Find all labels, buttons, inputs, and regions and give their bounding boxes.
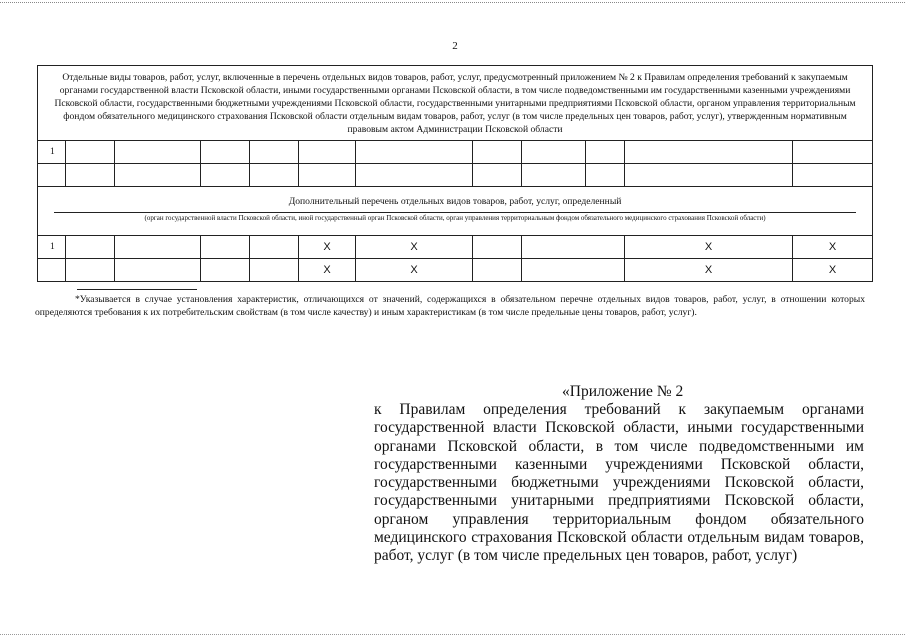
- table-cell: [38, 164, 66, 187]
- table-cell: [115, 164, 201, 187]
- page-number: 2: [452, 40, 458, 52]
- footnote-separator: [77, 289, 197, 290]
- table-cell: [299, 141, 356, 164]
- table-row: [38, 141, 873, 164]
- table-cell: [201, 259, 250, 282]
- table-cell: [201, 164, 250, 187]
- table-cell: [522, 236, 625, 259]
- table-cell: [522, 164, 586, 187]
- table-cell: [66, 164, 115, 187]
- section-caption: (орган государственной власти Псковской области, иной государственный орган Псковской области, орган управления территориальным фондом обязательного медицинского страхования Псковской области): [144, 214, 766, 222]
- table-cell: [115, 259, 201, 282]
- table-cell-x: X: [356, 236, 473, 259]
- table-cell: [250, 141, 299, 164]
- table-cell: [250, 164, 299, 187]
- footnote: *Указывается в случае установления характеристик, отличающихся от значений, содержащихся в обязательном перечне отдельных видов товаров, работ, услуг, в отношении которых определяются требования к их потребительским свойствам (в том числе качеству) и иным характеристикам (в том числе предельные цены товаров, работ, услуг).: [35, 294, 865, 318]
- table-row: [38, 164, 873, 187]
- table-cell: [201, 141, 250, 164]
- table-cell: [201, 236, 250, 259]
- table-cell-x: X: [299, 259, 356, 282]
- table-cell: [66, 141, 115, 164]
- table-header-text: Отдельные виды товаров, работ, услуг, включенные в перечень отдельных видов товаров, работ, услуг, предусмотренный приложением № 2 к Правилам определения требований к закупаемым органами государственной власти Псковской области, иными государственными органами Псковской области, в том числе подведомственными им государственными казенными учреждениями Псковской области, государственными бюджетными учреждениями Псковской области, государственными унитарными предприятиями Псковской области, органом управления территориальным фондом обязательного медицинского страхования Псковской области отдельным видам товаров, работ, услуг (в том числе предельных цен товаров, работ, услуг), утвержденным нормативным правовым актом Администрации Псковской области: [38, 66, 873, 141]
- appendix-title: «Приложение № 2: [562, 383, 684, 400]
- table-cell: [299, 164, 356, 187]
- table-cell: [66, 259, 115, 282]
- section-cell: [38, 187, 873, 236]
- table-cell-x: X: [625, 236, 793, 259]
- table-cell: [115, 236, 201, 259]
- table-cell: [522, 141, 586, 164]
- table-cell: [625, 164, 793, 187]
- table-cell: 1: [38, 141, 66, 164]
- table-cell: 1: [38, 236, 66, 259]
- table-cell: [793, 141, 873, 164]
- section-row: [38, 187, 873, 236]
- table-cell: [586, 141, 625, 164]
- table-cell: [522, 259, 625, 282]
- table-cell: [250, 259, 299, 282]
- table-cell: [356, 164, 473, 187]
- table-cell: [793, 164, 873, 187]
- table-cell: [66, 236, 115, 259]
- table-cell-x: X: [793, 236, 873, 259]
- table-cell-x: X: [793, 259, 873, 282]
- table-cell: [38, 259, 66, 282]
- table-row: [38, 259, 873, 282]
- table-cell: [473, 259, 522, 282]
- table-cell: [625, 141, 793, 164]
- table-cell-x: X: [356, 259, 473, 282]
- table-cell: [356, 141, 473, 164]
- table-cell: [250, 236, 299, 259]
- section-title: Дополнительный перечень отдельных видов товаров, работ, услуг, определенный: [288, 196, 622, 207]
- scan-edge-top: [0, 2, 905, 3]
- section-underline: [54, 212, 856, 213]
- scan-edge-bottom: [0, 634, 905, 635]
- requirements-table: [37, 65, 873, 282]
- table-cell-x: X: [625, 259, 793, 282]
- table-header-row: [38, 66, 873, 141]
- table-cell: [473, 141, 522, 164]
- table-cell: [473, 236, 522, 259]
- table-cell-x: X: [299, 236, 356, 259]
- table-cell: [586, 164, 625, 187]
- table-cell: [115, 141, 201, 164]
- appendix-body: к Правилам определения требований к закупаемым органами государственной власти Псковской области, иными государственными органами Псковской области, в том числе подведомственными им государственными казенными учреждениями Псковской области, государственными бюджетными учреждениями Псковской области, государственными унитарными предприятиями Псковской области, органом управления территориальным фондом обязательного медицинского страхования Псковской области отдельным видам товаров, работ, услуг (в том числе предельных цен товаров, работ, услуг): [374, 401, 864, 565]
- table-cell: [473, 164, 522, 187]
- table-row: [38, 236, 873, 259]
